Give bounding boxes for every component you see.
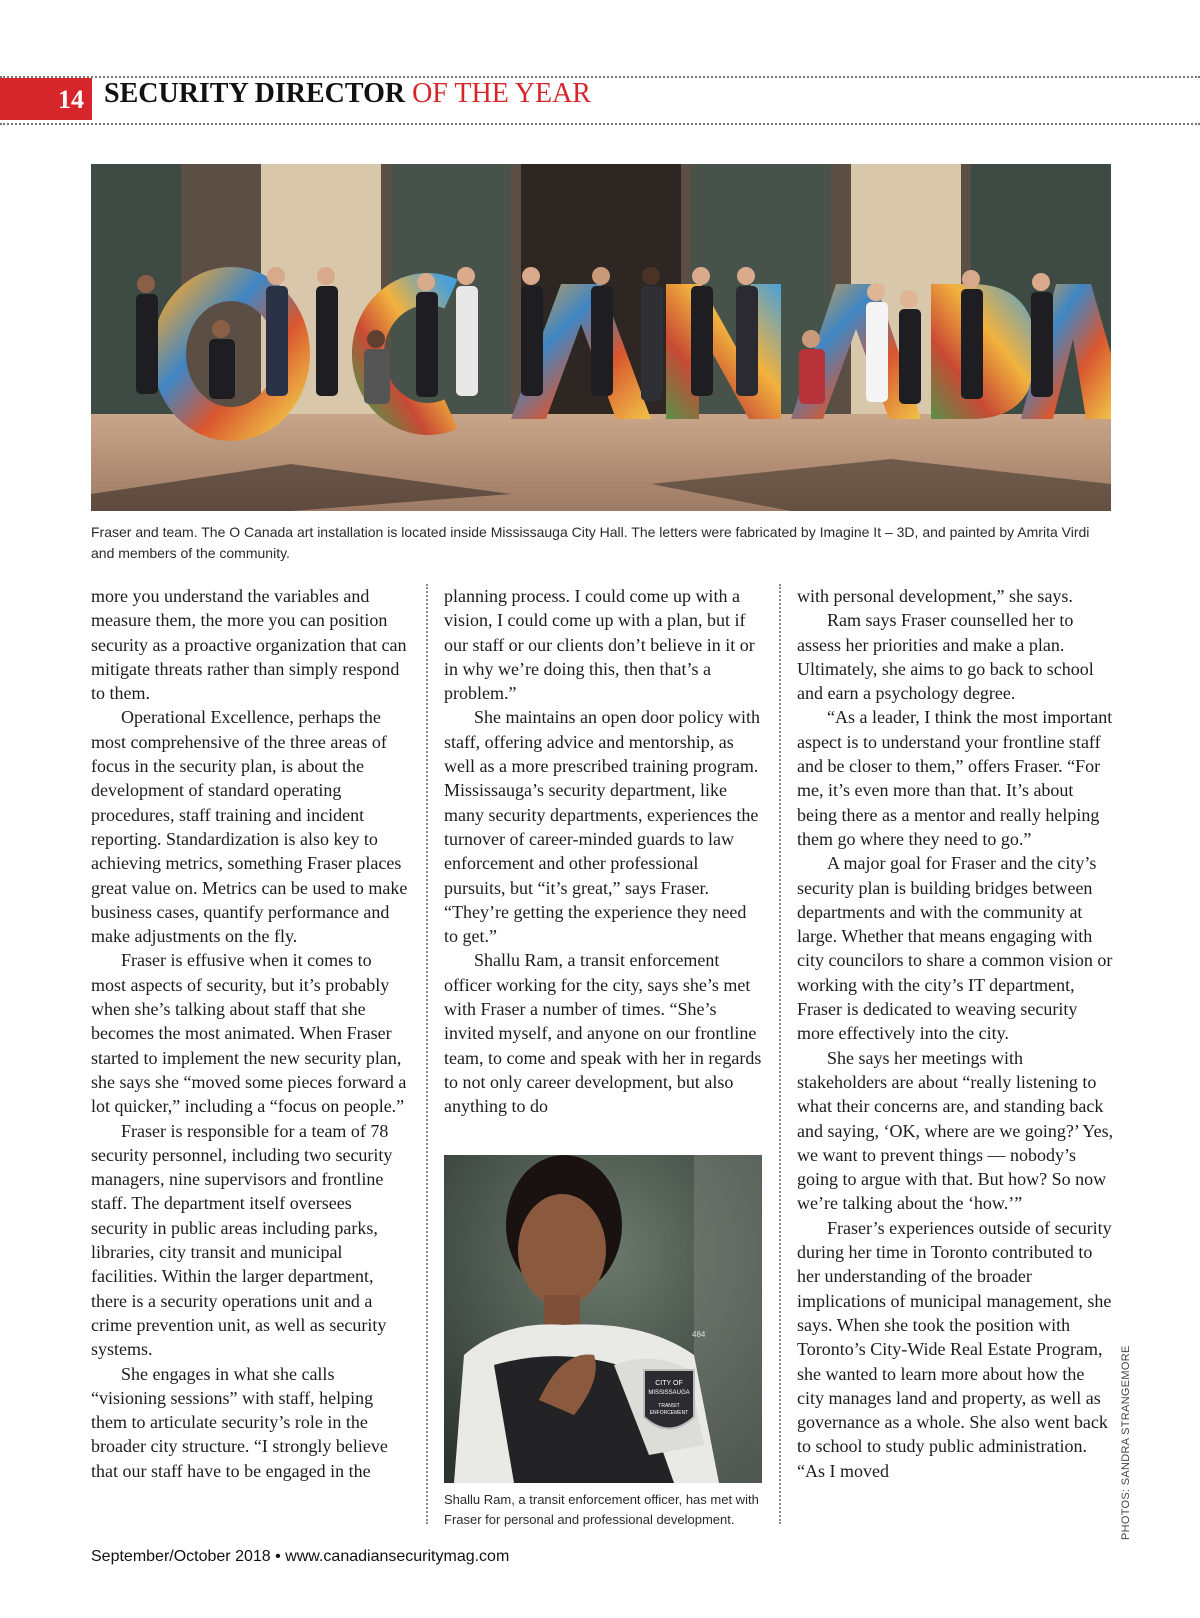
transit-badge xyxy=(644,1370,694,1429)
column-divider-left xyxy=(426,584,428,1524)
paragraph: with personal development,” she says. xyxy=(797,586,1073,606)
section-title-main: SECURITY DIRECTOR xyxy=(104,78,406,109)
shallu-ram-portrait xyxy=(444,1155,762,1483)
badge-line: CITY OF xyxy=(655,1380,683,1387)
column-divider-right xyxy=(779,584,781,1524)
paragraph: Fraser’s experiences outside of security during her time in Toronto contributed to her understanding of the broader implications of municipal management, she says. When she took the position with Toronto’s City-Wide Real Estate Program, she wanted to learn more about how the city manages land and property, as well as governance as a whole. She also went back to school to study public administration. “As I moved xyxy=(797,1217,1112,1481)
page-header xyxy=(0,78,1200,120)
paragraph: She says her meetings with stakeholders are about “really listening to what their concerns are, and standing back and saying, ‘OK, where are we going?’ Yes, we want to prevent things — nobody’s going to argue with that. But how? So now we’re talking about the ‘how.’” xyxy=(797,1047,1114,1214)
paragraph: more you understand the variables and measure them, the more you can position security as a proactive organization that can mitigate threats rather than simply respond to them. xyxy=(91,586,407,704)
badge-line: ENFORCEMENT xyxy=(649,1410,689,1416)
page-footer xyxy=(91,1548,509,1566)
badge-line: TRANSIT xyxy=(658,1403,680,1409)
o-canada-team-photo xyxy=(91,164,1111,511)
article-column-3 xyxy=(797,584,1115,1483)
shoulder-number: 484 xyxy=(692,1330,706,1339)
section-title xyxy=(104,78,591,110)
photo-credit: PHOTOS: SANDRA STRANGEMORE xyxy=(1120,1345,1132,1540)
paragraph: Ram says Fraser counselled her to assess her priorities and make a plan. Ultimately, she aims to go back to school and earn a psychology degree. xyxy=(797,610,1094,704)
footer-separator: • xyxy=(275,1548,281,1565)
portrait-caption: Shallu Ram, a transit enforcement officer, has met with Fraser for personal and professional development. xyxy=(444,1492,759,1527)
paragraph: planning process. I could come up with a vision, I could come up with a plan, but if our staff or our clients don’t believe in it or in why we’re doing this, then that’s a problem.” xyxy=(444,586,755,704)
article-column-2 xyxy=(444,584,762,1119)
article-column-1 xyxy=(91,584,409,1483)
section-title-accent: OF THE YEAR xyxy=(412,78,591,109)
paragraph: She maintains an open door policy with staff, offering advice and mentorship, as well as a more prescribed training program. Mississauga’s security department, like many security departments, experiences the turnover of career-minded guards to law enforcement and other professional pursuits, but “it’s great,” says Fraser. “They’re getting the experience they need to get.” xyxy=(444,707,760,947)
paragraph: She engages in what she calls “visioning sessions” with staff, helping them to articulate security’s role in the broader city structure. “I strongly believe that our staff have to be engaged in the xyxy=(91,1363,388,1481)
header-bottom-rule xyxy=(0,123,1200,125)
paragraph: “As a leader, I think the most important aspect is to understand your frontline staff and be closer to them,” offers Fraser. “For me, it’s even more than that. It’s about being there as a mentor and really helping them go where they need to go.” xyxy=(797,707,1113,849)
page-number: 14 xyxy=(0,78,92,120)
issue-date: September/October 2018 xyxy=(91,1548,271,1565)
paragraph: Operational Excellence, perhaps the most comprehensive of the three areas of focus in the security plan, is about the development of standard operating procedures, staff training and incident reporting. Standardization is also key to achieving metrics, something Fraser places great value on. Metrics can be used to make business cases, quantify performance and make adjustments on the fly. xyxy=(91,707,408,947)
paragraph: Shallu Ram, a transit enforcement officer working for the city, says she’s met with Fraser a number of times. “She’s invited myself, and anyone on our frontline team, to come and speak with her in regards to not only career development, but also anything to do xyxy=(444,950,762,1117)
paragraph: Fraser is effusive when it comes to most aspects of security, but it’s probably when she’s talking about staff that she becomes the most animated. When Fraser started to implement the new security plan, she says she “moved some pieces forward a lot quicker,” including a “focus on people.” xyxy=(91,950,407,1117)
website-url: www.canadiansecuritymag.com xyxy=(285,1548,510,1565)
badge-line: MISSISSAUGA xyxy=(648,1390,690,1396)
paragraph: Fraser is responsible for a team of 78 security personnel, including two security managers, nine supervisors and frontline staff. The department itself oversees security in public areas including parks, libraries, city transit and municipal facilities. Within the larger department, there is a security operations unit and a crime prevention unit, as well as security systems. xyxy=(91,1120,393,1360)
paragraph: A major goal for Fraser and the city’s security plan is building bridges between departments and with the community at large. Whether that means engaging with city councilors to share a common vision or working with the city’s IT department, Fraser is dedicated to weaving security more effectively into the city. xyxy=(797,853,1113,1044)
hero-photo-caption: Fraser and team. The O Canada art installation is located inside Mississauga City Hall. The letters were fabricated by Imagine It – 3D, and painted by Amrita Virdi and members of the community. xyxy=(91,524,1090,561)
